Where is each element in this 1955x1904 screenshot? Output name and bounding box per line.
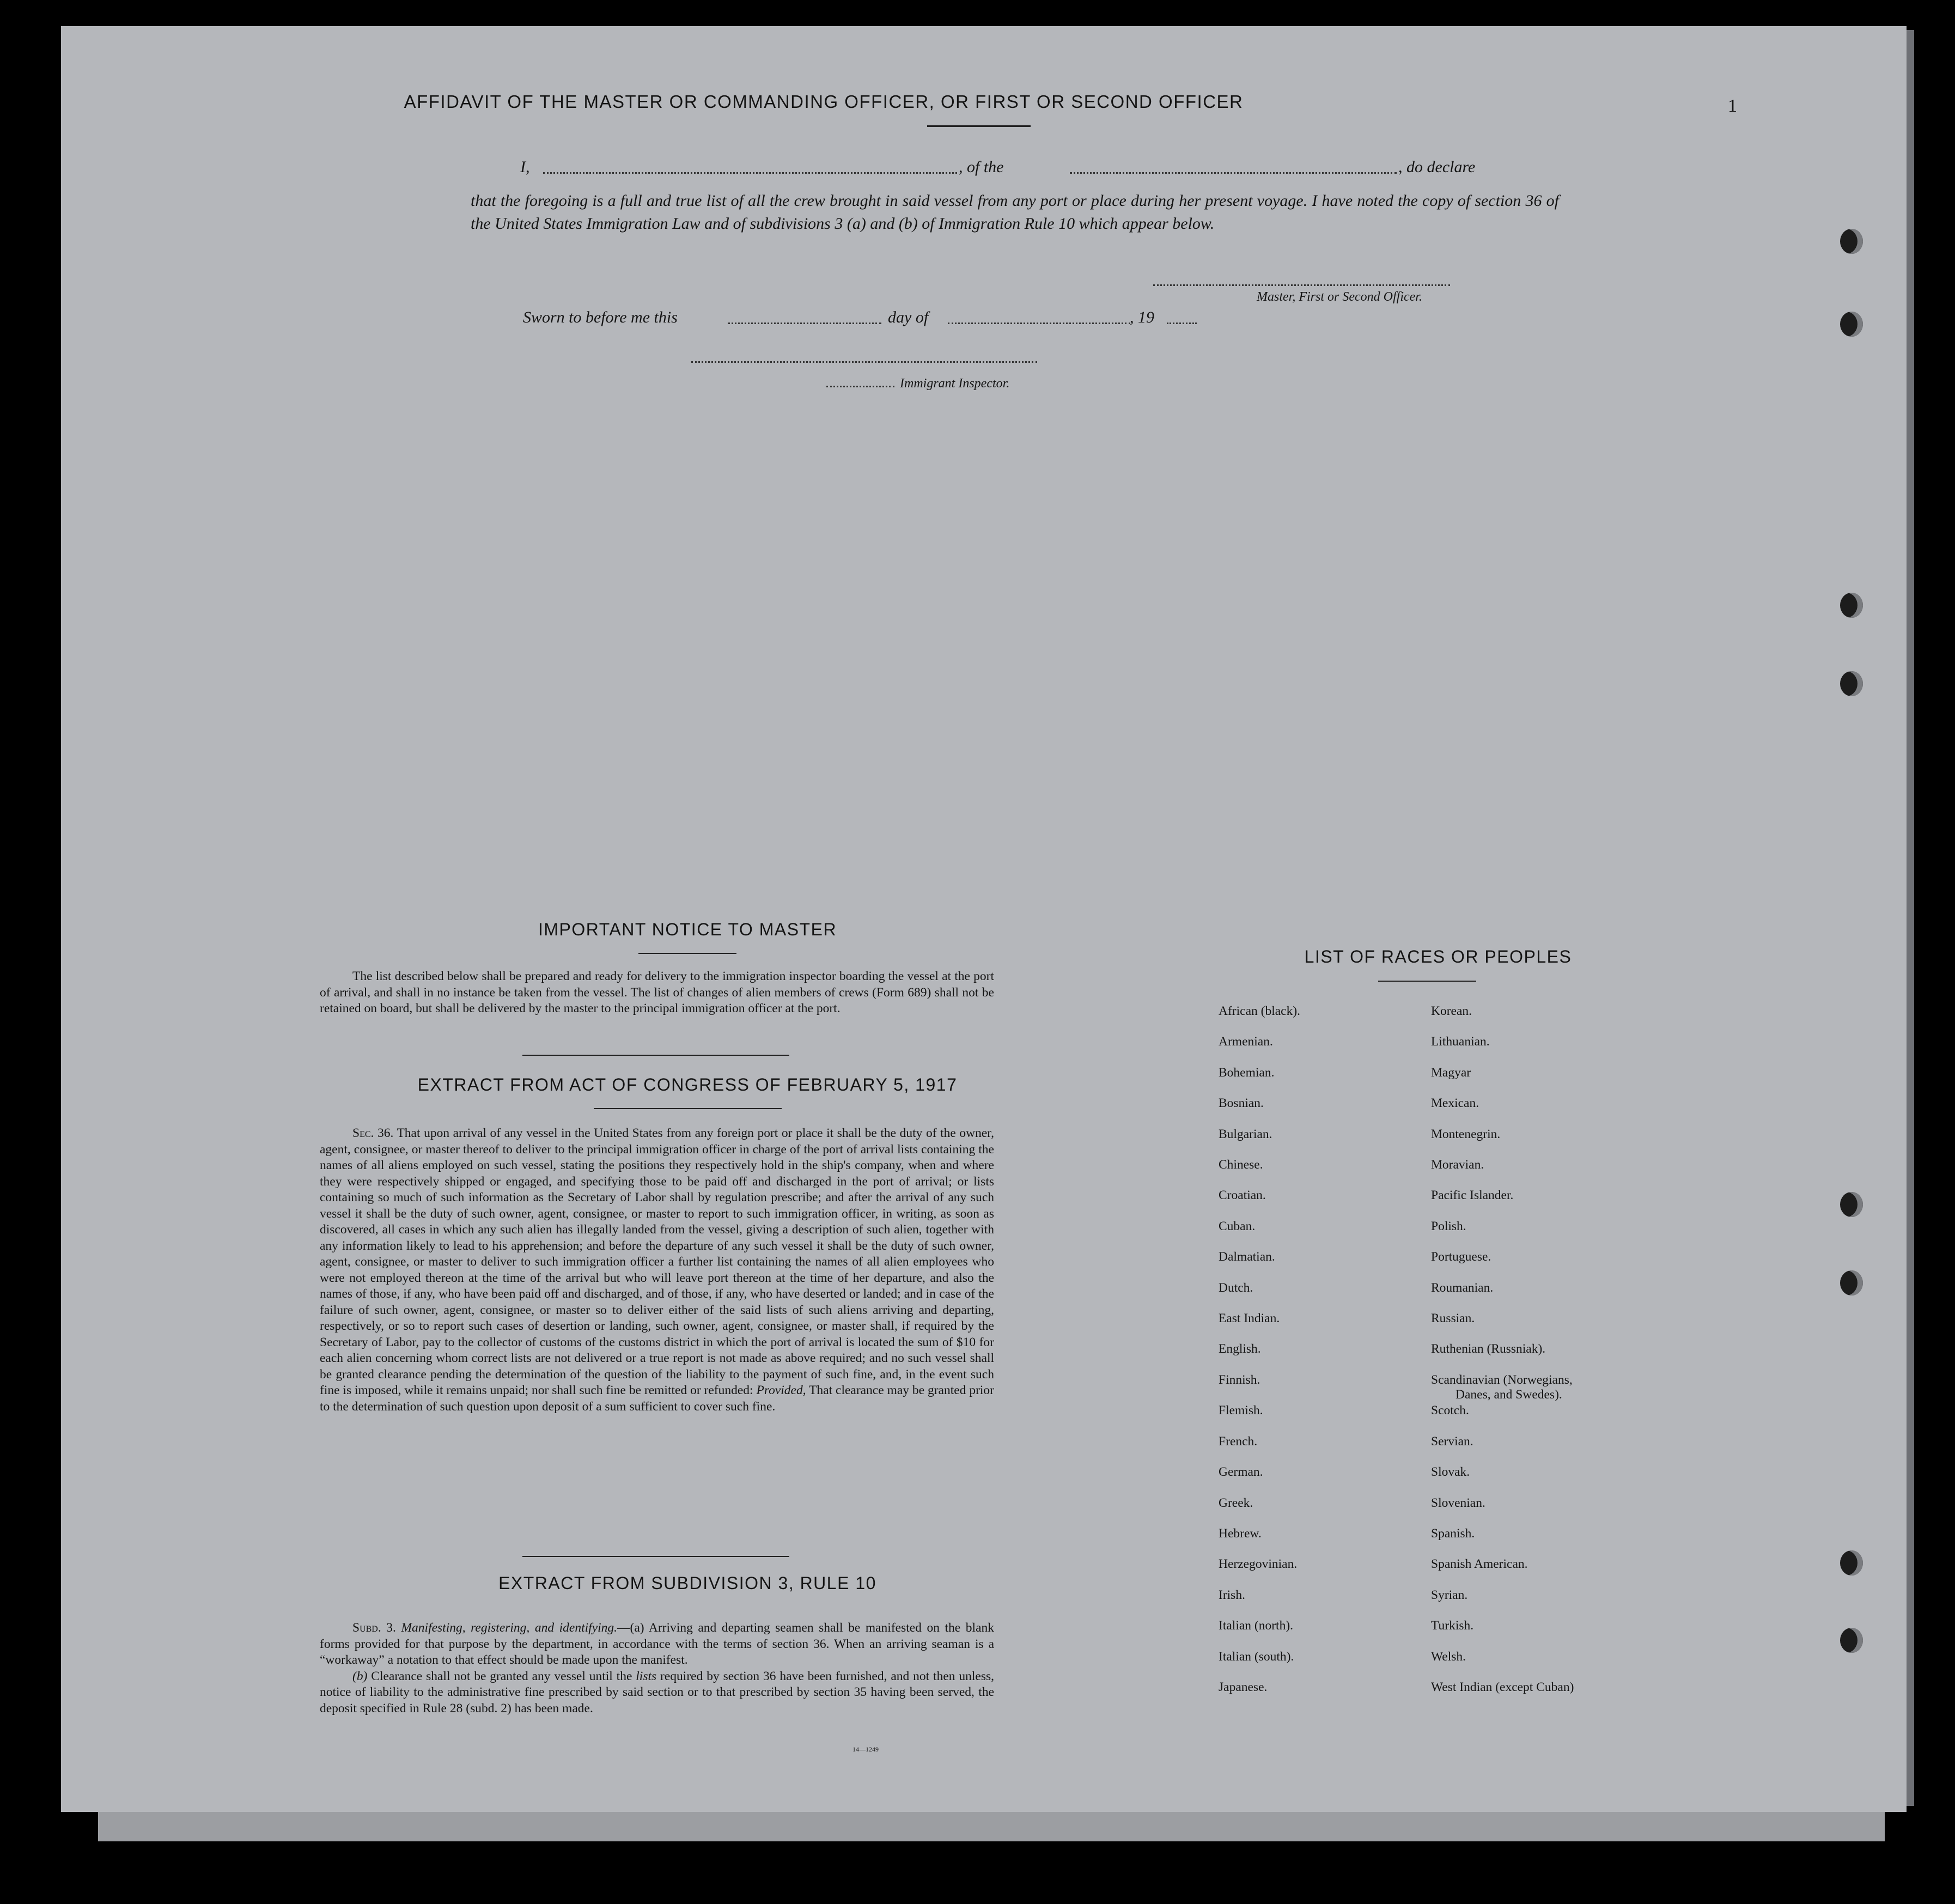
sworn-day-of: day of bbox=[888, 308, 929, 326]
race-item: Scandinavian (Norwegians, bbox=[1431, 1372, 1573, 1387]
sworn-prefix: Sworn to before me this bbox=[523, 308, 678, 326]
rule-body bbox=[320, 1620, 994, 1717]
races-left-column bbox=[1219, 996, 1300, 1702]
subd-heading: Manifesting, registering, and identifying. bbox=[401, 1621, 618, 1635]
inspector-prefix-blank bbox=[826, 386, 894, 387]
race-item: German. bbox=[1219, 1465, 1263, 1480]
race-item: Italian (north). bbox=[1219, 1619, 1294, 1633]
race-item: West Indian (except Cuban) bbox=[1431, 1680, 1574, 1694]
affidavit-i: I, bbox=[520, 158, 530, 176]
race-item: Roumanian. bbox=[1431, 1280, 1494, 1295]
race-item: East Indian. bbox=[1219, 1311, 1280, 1326]
divider-rule bbox=[522, 1055, 789, 1056]
affidavit-title: AFFIDAVIT OF THE MASTER OR COMMANDING OFFICER, OR FIRST OR SECOND OFFICER bbox=[404, 92, 1244, 112]
subd-b-text-1: Clearance shall not be granted any vessel until the bbox=[371, 1669, 632, 1683]
race-item: Russian. bbox=[1431, 1311, 1475, 1326]
race-item: Magyar bbox=[1431, 1065, 1471, 1080]
act-body bbox=[320, 1126, 994, 1415]
race-item: African (black). bbox=[1219, 1004, 1301, 1018]
race-item: Finnish. bbox=[1219, 1372, 1260, 1387]
punch-hole bbox=[1840, 1192, 1863, 1217]
race-item: Slovenian. bbox=[1431, 1495, 1485, 1510]
race-item: French. bbox=[1219, 1434, 1258, 1449]
section-label: Sec. 36. bbox=[352, 1126, 394, 1140]
page-mark: 1 bbox=[1728, 96, 1737, 116]
provided-word: Provided, bbox=[756, 1383, 806, 1397]
race-item: Mexican. bbox=[1431, 1096, 1479, 1111]
race-item: Scotch. bbox=[1431, 1403, 1469, 1418]
race-item: Dutch. bbox=[1219, 1280, 1253, 1295]
signature-blank bbox=[1153, 284, 1450, 286]
race-item: Polish. bbox=[1431, 1219, 1466, 1233]
races-rule bbox=[1378, 981, 1476, 982]
race-item: Hebrew. bbox=[1219, 1526, 1262, 1541]
right-sheet-edge bbox=[1907, 30, 1914, 1806]
act-text-b: That clearance may be granted prior to the determination of such question upon deposit of a sum sufficient to cover such fine. bbox=[320, 1383, 995, 1414]
race-item: Dalmatian. bbox=[1219, 1250, 1275, 1264]
race-item: Moravian. bbox=[1431, 1158, 1484, 1172]
inspector-signature-blank bbox=[691, 361, 1037, 363]
signature-label: Master, First or Second Officer. bbox=[1257, 290, 1422, 304]
race-item: Welsh. bbox=[1431, 1649, 1466, 1664]
act-title: EXTRACT FROM ACT OF CONGRESS OF FEBRUARY 5, 1917 bbox=[417, 1075, 958, 1094]
race-item: English. bbox=[1219, 1342, 1261, 1356]
race-item: Portuguese. bbox=[1431, 1250, 1491, 1264]
race-item: Bosnian. bbox=[1219, 1096, 1264, 1111]
lower-sheet-edge bbox=[98, 1809, 1885, 1841]
race-item: Flemish. bbox=[1219, 1403, 1263, 1418]
act-text-a: That upon arrival of any vessel in the United States from any foreign port or place it shall be the duty of the owner, agent, consignee, or master thereof to deliver to the principal immigration officer in charge of the port of arrival lists containing the names of all aliens employed on such vessel, stating the positions they respectively hold in the ship's company, when and where they were respectively shipped or engaged, and specifying those to be paid off and discharged in the port of arrival; or lists containing so much of such information as the Secretary of Labor shall by regulation prescribe; and after the arrival of any such vessel it shall be the duty of such owner, agent, consignee, or master to report to such immigration officer, in writing, as soon as discovered, all cases in which any such alien has illegally landed from the vessel, giving a description of such alien, together with any information likely to lead to his apprehension; and before the departure of any such vessel it shall be the duty of such owner, agent, consignee, or master to deliver to such immigration officer a further list containing the names of all alien employees who were not employed thereon at the time of the arrival but who will leave port thereon at the time of her departure, and also the names of those, if any, who have been paid off and discharged, and of those, if any, who have deserted or landed; and in case of the failure of such owner, agent, consignee, or master so to deliver either of the said lists of such aliens arriving and departing, respectively, or so to report such cases of desertion or landing, such owner, agent, consignee, or master shall, if required by the Secretary of Labor, pay to the collector of customs of the customs district in which the port of arrival is located the sum of $10 for each alien concerning whom correct lists are not delivered or a true report is not made as above required; and no such vessel shall be granted clearance pending the determination of the question of the liability to the payment of such fine, and, in the event such fine is imposed, while it remains unpaid; nor shall such fine be remitted or refunded: bbox=[320, 1126, 995, 1397]
race-item: Spanish American. bbox=[1431, 1557, 1528, 1572]
race-item: Servian. bbox=[1431, 1434, 1473, 1449]
sworn-year-blank bbox=[1167, 323, 1197, 324]
race-item: Croatian. bbox=[1219, 1188, 1266, 1203]
race-item: Japanese. bbox=[1219, 1680, 1268, 1694]
vessel-name-blank bbox=[1070, 172, 1397, 174]
punch-hole bbox=[1840, 671, 1863, 696]
race-item: Italian (south). bbox=[1219, 1649, 1294, 1664]
notice-body bbox=[320, 969, 994, 1017]
inspector-label: Immigrant Inspector. bbox=[900, 376, 1010, 391]
notice-text: The list described below shall be prepared and ready for delivery to the immigration inspector boarding the vessel at the port of arrival, and shall in no instance be taken from the vessel. The list of changes of alien members of crews (Form 689) shall not be retained on board, but shall be delivered by the master to the principal immigration officer at the port. bbox=[320, 969, 994, 1015]
document-page bbox=[61, 26, 1907, 1812]
subd-a-text: Arriving and departing seamen shall be manifested on the blank forms provided for that purpose by the department, in accordance with the terms of section 36. When an arriving seaman is a “workaway” a notation to that effect should be made upon the manifest. bbox=[320, 1621, 994, 1667]
race-item: Spanish. bbox=[1431, 1526, 1475, 1541]
punch-hole bbox=[1840, 312, 1863, 337]
title-rule bbox=[927, 125, 1031, 127]
race-item: Cuban. bbox=[1219, 1219, 1256, 1233]
subd-b-lists: lists bbox=[636, 1669, 657, 1683]
punch-hole bbox=[1840, 1550, 1863, 1575]
subd-a-marker: —(a) bbox=[617, 1621, 644, 1635]
race-item: Slovak. bbox=[1431, 1465, 1470, 1480]
race-item-continuation: Danes, and Swedes). bbox=[1455, 1388, 1562, 1402]
sworn-month-blank bbox=[948, 323, 1130, 324]
sworn-day-blank bbox=[728, 323, 881, 324]
race-item: Greek. bbox=[1219, 1495, 1253, 1510]
sworn-year: , 19 bbox=[1130, 308, 1154, 326]
punch-hole bbox=[1840, 593, 1863, 618]
punch-hole bbox=[1840, 1270, 1863, 1295]
divider-rule-2 bbox=[522, 1556, 789, 1557]
affidavit-declare: , do declare bbox=[1398, 158, 1476, 176]
race-item: Bohemian. bbox=[1219, 1065, 1275, 1080]
race-item: Syrian. bbox=[1431, 1587, 1468, 1602]
subd-label: Subd. 3. bbox=[352, 1621, 396, 1635]
race-item: Lithuanian. bbox=[1431, 1035, 1490, 1049]
races-title: LIST OF RACES OR PEOPLES bbox=[1304, 947, 1572, 966]
race-item: Ruthenian (Russniak). bbox=[1431, 1342, 1546, 1356]
master-name-blank bbox=[543, 172, 957, 174]
rule-title: EXTRACT FROM SUBDIVISION 3, RULE 10 bbox=[498, 1573, 876, 1593]
form-number: 14—1249 bbox=[852, 1745, 879, 1753]
race-item: Herzegovinian. bbox=[1219, 1557, 1298, 1572]
affidavit-body: that the foregoing is a full and true list of all the crew brought in said vessel from any port or place during her present voyage. I have noted the copy of section 36 of the United States Immigration Law and of subdivisions 3 (a) and (b) of Immigration Rule 10 which appear below. bbox=[471, 192, 1559, 233]
notice-title: IMPORTANT NOTICE TO MASTER bbox=[538, 920, 837, 939]
punch-hole bbox=[1840, 1628, 1863, 1653]
race-item: Turkish. bbox=[1431, 1619, 1474, 1633]
subd-b-text-2: required by section 36 have been furnished, and not then unless, notice of liability to the administrative fine prescribed by said section or to that prescribed by section 35 having been served, the deposit specified in Rule 28 (subd. 2) has been made. bbox=[320, 1669, 995, 1716]
races-right-column bbox=[1431, 996, 1574, 1702]
race-item: Irish. bbox=[1219, 1587, 1245, 1602]
race-item: Pacific Islander. bbox=[1431, 1188, 1514, 1203]
race-item: Armenian. bbox=[1219, 1035, 1273, 1049]
punch-hole bbox=[1840, 229, 1863, 254]
race-item: Bulgarian. bbox=[1219, 1127, 1272, 1141]
race-item: Chinese. bbox=[1219, 1158, 1263, 1172]
subd-b-marker: (b) bbox=[352, 1669, 368, 1683]
race-item: Montenegrin. bbox=[1431, 1127, 1501, 1141]
act-rule bbox=[594, 1108, 782, 1109]
notice-rule bbox=[638, 953, 736, 954]
race-item: Korean. bbox=[1431, 1004, 1472, 1018]
affidavit-of-the: , of the bbox=[959, 158, 1004, 176]
